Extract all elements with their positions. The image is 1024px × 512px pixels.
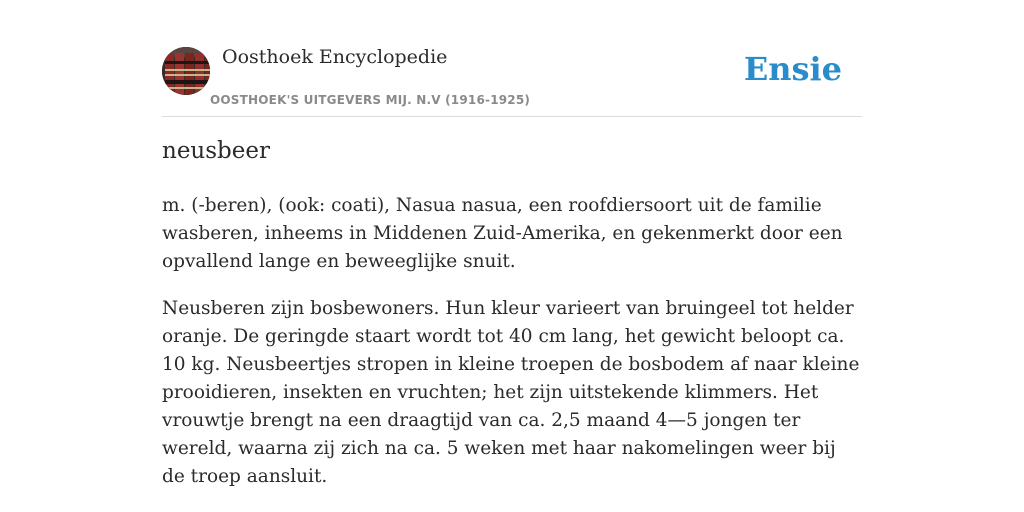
source-avatar[interactable]	[162, 47, 210, 95]
entry-headword: neusbeer	[162, 138, 270, 164]
source-title[interactable]: Oosthoek Encyclopedie	[222, 46, 448, 68]
entry-body	[162, 192, 862, 510]
book-spines-icon	[162, 47, 210, 95]
entry-paragraph: m. (-beren), (ook: coati), Nasua nasua, een roofdiersoort uit de familie wasberen, inheems in Middenen Zuid-Amerika, en gekenmerkt door een opvallend lange en beweeglijke snuit.	[162, 195, 843, 272]
ensie-logo-link[interactable]: Ensie	[743, 50, 842, 88]
source-publisher: OOSTHOEK'S UITGEVERS MIJ. N.V (1916-1925)	[210, 93, 531, 107]
source-header	[162, 46, 862, 117]
entry-paragraph: Neusberen zijn bosbewoners. Hun kleur varieert van bruingeel tot helder oranje. De geringde staart wordt tot 40 cm lang, het gewicht beloopt ca. 10 kg. Neusbeertjes stropen in kleine troepen de bosbodem af naar kleine prooidieren, insekten en vruchten; het zijn uitstekende klimmers. Het vrouwtje brengt na een draagtijd van ca. 2,5 maand 4—5 jongen ter wereld, waarna zij zich na ca. 5 weken met haar nakomelingen weer bij de troep aansluit.	[162, 298, 860, 487]
